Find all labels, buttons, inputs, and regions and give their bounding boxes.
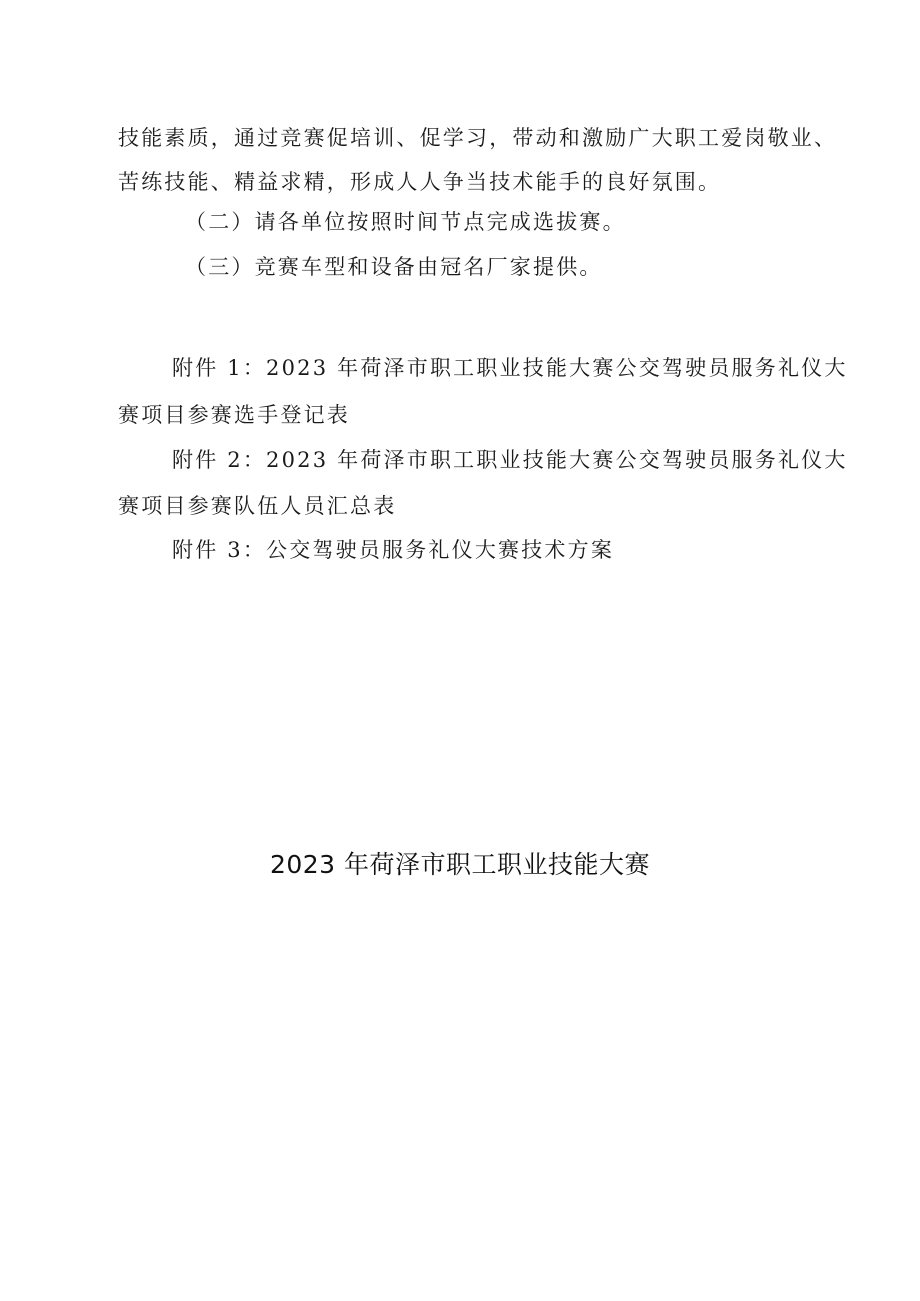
attachment-1-line-1: 附件 1：2023 年荷泽市职工职业技能大赛公交驾驶员服务礼仪大	[172, 356, 848, 380]
list-item-3: （三）竞赛车型和设备由冠名厂家提供。	[185, 255, 603, 279]
paragraph-continuation-line-1: 技能素质，通过竞赛促培训、促学习，带动和激励广大职工爱岗敬业、	[118, 126, 838, 150]
attachment-2-line-1: 附件 2：2023 年荷泽市职工职业技能大赛公交驾驶员服务礼仪大	[172, 448, 848, 472]
attachment-3-line: 附件 3：公交驾驶员服务礼仪大赛技术方案	[172, 538, 615, 562]
next-page-heading: 2023 年荷泽市职工职业技能大赛	[269, 850, 651, 879]
attachment-2-line-2: 赛项目参赛队伍人员汇总表	[118, 494, 397, 518]
paragraph-continuation-line-2: 苦练技能、精益求精，形成人人争当技术能手的良好氛围。	[118, 170, 722, 194]
attachment-1-line-2: 赛项目参赛选手登记表	[118, 403, 350, 427]
list-item-2: （二）请各单位按照时间节点完成选拔赛。	[185, 210, 626, 234]
